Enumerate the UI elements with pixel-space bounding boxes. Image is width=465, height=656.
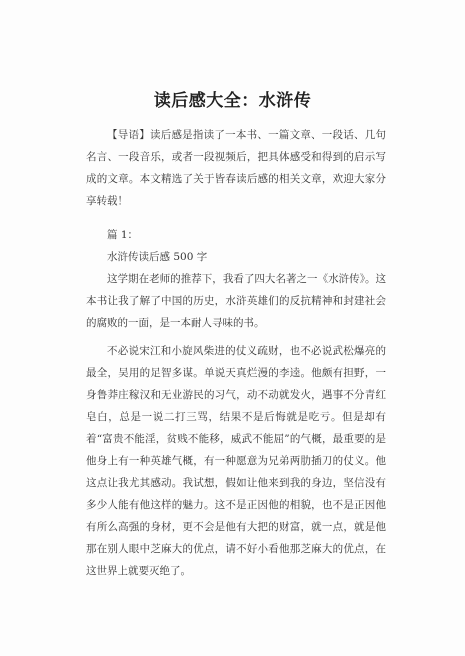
body-paragraph-1: 这学期在老师的推荐下，我看了四大名著之一《水浒传》。这本书让我了解了中国的历史，水浒英雄们的反抗精神和封建社会的腐败的一面，是一本耐人寻味的书。 bbox=[86, 273, 386, 329]
section-subtitle: 水浒传读后感 500 字 bbox=[107, 251, 208, 263]
section-label: 篇 1： bbox=[107, 229, 139, 241]
body-paragraph-2: 不必说宋江和小旋风柴进的仗义疏财，也不必说武松爆亮的最全，吴用的足智多谋。单说天真烂漫的李逵。他颇有担野，一身鲁莽庄稼汉和无业游民的习气，动不动就发火，遇事不分青红皂白，总是一说二打三骂，结果不是后悔就是吃亏。但是却有着“富贵不能淫，贫贱不能移，威武不能屈”的气概，最重要的是他身上有一种英雄气概，有一种愿意为兄弟两肋插刀的仗义。他这点让我尤其感动。我试想，假如让他来到我的身边，坚信没有多少人能有他这样的魅力。这不是正因他的相貌，也不是正因他有所么高强的身材，更不会是他有大把的财富，就一点，就是他那在别人眼中芝麻大的优点，请不好小看他那芝麻大的优点，在这世界上就要灭绝了。 bbox=[86, 345, 386, 577]
page-title: 读后感大全：水浒传 bbox=[153, 91, 312, 111]
intro-paragraph: 【导语】读后感是指读了一本书、一篇文章、一段话、几句名言、一段音乐，或者一段视频后，把具体感受和得到的启示写成的文章。本文精选了关于皆春读后感的相关文章，欢迎大家分享转载！ bbox=[86, 129, 386, 207]
